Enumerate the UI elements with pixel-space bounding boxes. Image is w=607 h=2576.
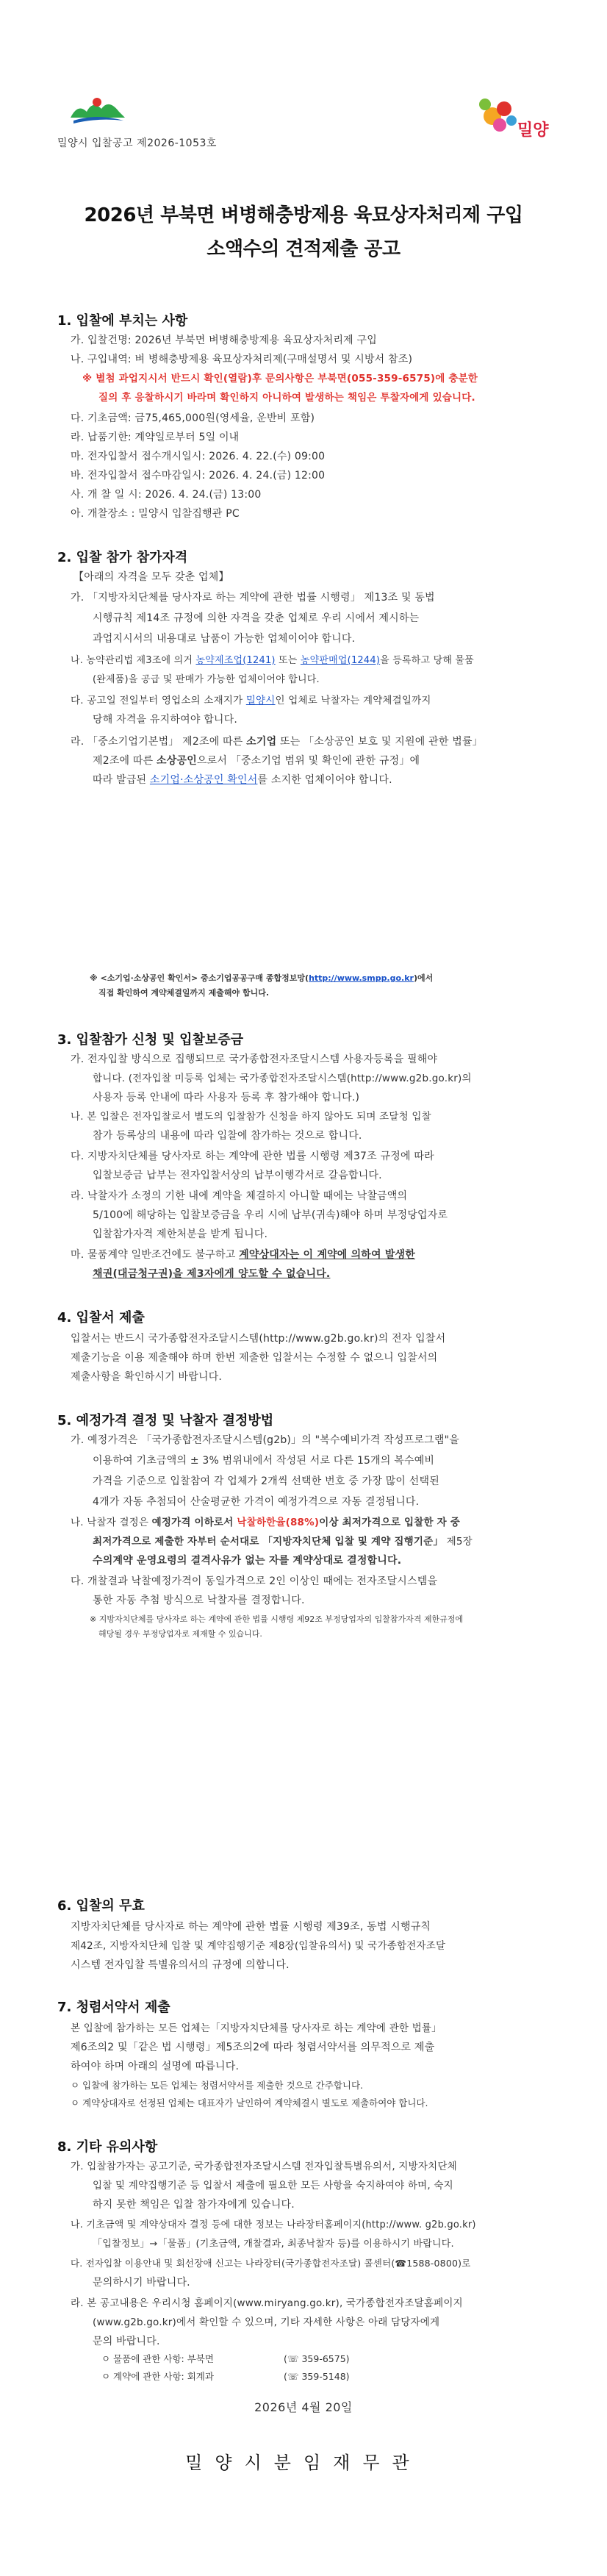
s2-c-text-post: 인 업체로 낙찰자는 계약체결일까지 [275,695,431,706]
s2-note: 【아래의 자격을 모두 갖춘 업체】 [73,571,229,583]
s2-b-text-post: 을 등록하고 당해 물품 [380,655,474,666]
miryang-emblem-left [68,96,128,128]
small-merchant-term: 소상공인 [157,755,197,767]
brand-text: 밀양 [517,121,549,140]
contact-goods-label: ㅇ 물품에 관한 사항: 부북면 [101,2353,214,2364]
s5-b-line2 [93,1532,473,1551]
s1-item-d: 라. 납품기한: 계약일로부터 5일 이내 [71,432,240,443]
pesticide-manufacture-link[interactable]: 농약제조업(1241) [195,655,276,666]
issuing-office: 밀양시분임재무관 [185,2452,422,2473]
s3-b-line2: 참가 등록상의 내용에 따라 입찰에 참가하는 것으로 합니다. [93,1130,362,1142]
miryang-link[interactable]: 밀양시 [245,695,276,706]
s8-d-line3: 문의 바랍니다. [93,2336,160,2347]
s2-d-text-mid: 또는 「소상공인 보호 및 지원에 관한 법률」 [276,736,483,748]
s1-item-c: 다. 기초금액: 금75,465,000원(영세율, 운반비 포함) [71,412,315,424]
page-title-line-2: 소액수의 견적제출 공고 [206,238,401,260]
s3-e-line1 [71,1245,415,1264]
pesticide-sales-link[interactable]: 농약판매업(1244) [300,655,381,666]
s2-d-line2 [93,751,420,770]
s2-b-text: 나. 농약관리법 제3조에 의거 [71,655,196,666]
section-5-title: 5. 예정가격 결정 및 낙찰자 결정방법 [57,1413,274,1428]
s5-b-text-post: 이상 최저가격으로 입찰한 자 중 [319,1517,460,1528]
notice-number: 밀양시 입찰공고 제2026-1053호 [57,137,217,149]
s2-d2-text: 제2조에 따른 [93,755,157,767]
section-6-title: 6. 입찰의 무효 [57,1898,145,1914]
s7-bullet-1: ㅇ 입찰에 참가하는 모든 업체는 청렴서약서를 제출한 것으로 간주합니다. [71,2080,364,2091]
s7-line3: 하여야 하며 아래의 설명에 따릅니다. [71,2061,240,2072]
s1-item-a: 가. 입찰건명: 2026년 부북면 벼병해충방제용 육묘상자처리제 구입 [71,334,377,346]
contact-contract-phone: (☏ 359-5148) [284,2371,350,2382]
s8-c-line1: 다. 전자입찰 이용안내 및 회선장애 신고는 나라장터(국가종합전자조달) 콜센터(☎1588-0800)로 [71,2258,471,2269]
s2-footnote-text-post: )에서 [413,973,434,983]
s5-c-line2: 통한 자동 추첨 방식으로 낙찰자를 결정합니다. [93,1595,305,1606]
s8-d-line2: (www.g2b.go.kr)에서 확인할 수 있으며, 기타 자세한 사항은 아래 담당자에게 [93,2316,440,2328]
s3-b-line1: 나. 본 입찰은 전자입찰로서 별도의 입찰참가 신청을 하지 않아도 되며 조달청 입찰 [71,1111,431,1123]
s3-c-line1: 다. 지방자치단체를 당사자로 하는 계약에 관한 법률 시행령 제37조 규정에 따라 [71,1151,434,1162]
s8-a-line2: 입찰 및 계약집행기준 등 입찰서 제출에 필요한 모든 사항을 숙지하여야 하며, 숙지 [93,2180,453,2192]
s3-a-line1: 가. 전자입찰 방식으로 집행되므로 국가종합전자조달시스템 사용자등록을 필해야 [71,1053,438,1065]
s8-d-line1: 라. 본 공고내용은 우리시청 홈페이지(www.miryang.go.kr), 국가종합전자조달홈페이지 [71,2297,463,2309]
section-2-title: 2. 입찰 참가 참가자격 [57,550,188,565]
contact-item-contract [101,2369,350,2385]
page-title-line-1: 2026년 부북면 벼병해충방제용 육묘상자처리제 구입 [84,204,523,226]
s7-bullet-2: ㅇ 계약상대자로 선정된 업체는 대표자가 날인하여 계약체결시 별도로 제출하여야 합니다. [71,2097,428,2108]
s5-b-line1 [71,1513,460,1532]
s2-d-line1 [71,732,483,751]
s3-c-line2: 입찰보증금 납부는 전자입찰서상의 납부이행각서로 갈음합니다. [93,1170,382,1181]
s4-line1: 입찰서는 반드시 국가종합전자조달시스템(http://www.g2b.go.kr)의 전자 입찰서 [71,1333,446,1345]
s2-a-line2: 시행규칙 제14조 규정에 의한 자격을 갖춘 업체로 우리 시에서 제시하는 [93,612,420,624]
s2-d-line3 [93,770,392,790]
s2-d3-text: 따라 발급된 [93,774,150,786]
s3-a-line3: 사용자 등록 안내에 따라 사용자 등록 후 참가해야 합니다.) [93,1092,360,1103]
s3-e-emphasis: 계약상대자는 이 계약에 의하여 발생한 [239,1249,416,1261]
s6-line1: 지방자치단체를 당사자로 하는 계약에 관한 법률 시행령 제39조, 동법 시행규칙 [71,1921,431,1933]
s2-footnote-1 [90,972,433,985]
s5-b-line3: 수의계약 운영요령의 결격사유가 없는 자를 계약상대로 결정합니다. [93,1555,402,1567]
s8-a-line3: 하지 못한 책임은 입찰 참가자에게 있습니다. [93,2199,295,2211]
mountain-emblem-icon [68,96,128,128]
s1-warning-1: ※ 별첨 과업지시서 반드시 확인(열람)후 문의사항은 부북면(055-359-6575)에 충분한 [82,373,478,384]
section-7-title: 7. 청렴서약서 제출 [57,2000,170,2015]
contact-item-goods [101,2351,350,2367]
s8-b-line1: 나. 기초금액 및 계약상대자 결정 등에 대한 정보는 나라장터홈페이지(http://www. g2b.go.kr) [71,2219,476,2230]
contact-goods-phone: (☏ 359-6575) [284,2353,350,2364]
smpp-link[interactable]: http://www.smpp.go.kr [309,973,414,983]
s5-b2-text: 최저가격으로 제출한 자부터 순서대로 [93,1536,263,1548]
s1-item-g: 사. 개 찰 일 시: 2026. 4. 24.(금) 13:00 [71,489,262,501]
s5-c-line1: 다. 개찰결과 낙찰예정가격이 동일가격으로 2인 이상인 때에는 전자조달시스템을 [71,1575,438,1587]
s5-a-line3: 가격을 기준으로 입찰참여 각 업체가 2개씩 선택한 번호 중 가장 많이 선택된 [93,1475,439,1487]
small-business-term: 소기업 [246,736,277,748]
s5-footnote-2: 해당될 경우 부정당업자로 제재할 수 있습니다. [98,1629,262,1639]
s8-b-line2: 「입찰정보」→「물품」(기초금액, 개찰결과, 최종낙찰자 등)를 이용하시기 바랍니다. [93,2239,454,2250]
section-8-title: 8. 기타 유의사항 [57,2139,158,2155]
miryang-brand-logo [470,88,558,154]
section-3-title: 3. 입찰참가 신청 및 입찰보증금 [57,1032,244,1048]
s4-line3: 제출사항을 확인하시기 바랍니다. [71,1371,223,1383]
s3-d-line2: 5/100에 해당하는 입찰보증금을 우리 시에 납부(귀속)해야 하며 부정당업자로 [93,1209,448,1221]
section-1-title: 1. 입찰에 부치는 사항 [57,313,188,329]
s5-a-line1: 가. 예정가격은 「국가종합전자조달시스템(g2b)」의 "복수예비가격 작성프로그램"을 [71,1434,459,1446]
s2-c-line1 [71,691,431,710]
s5-a-line4: 4개가 자동 추첨되어 산술평균한 가격이 예정가격으로 자동 결정됩니다. [93,1496,420,1508]
s5-b2-text-post: 제5장 [443,1536,473,1548]
s8-c-line2: 문의하시기 바랍니다. [93,2277,190,2289]
lower-limit-rate: 낙찰하한율(88%) [237,1517,320,1528]
s1-item-f: 바. 전자입찰서 접수마감일시: 2026. 4. 24.(금) 12:00 [71,470,326,482]
s5-b-emph: 예정가격 이하로서 [151,1517,237,1528]
s5-footnote-1: ※ 지방자치단체를 당사자로 하는 계약에 관한 법률 시행령 제92조 부정당업자의 입찰참가자격 제한규정에 [90,1614,463,1624]
s2-d2-text-post: 으로서 「중소기업 범위 및 확인에 관한 규정」에 [196,755,420,767]
contact-contract-label: ㅇ 계약에 관한 사항: 회계과 [101,2371,214,2382]
s5-b2-emph: 「지방자치단체 입찰 및 계약 집행기준」 [262,1536,444,1548]
s2-d-text: 라. 「중소기업기본법」 제2조에 따른 [71,736,247,748]
s6-line2: 제42조, 지방자치단체 입찰 및 계약집행기준 제8장(입찰유의서) 및 국가종합전자조달 [71,1940,446,1952]
s2-c-line2: 당해 자격을 유지하여야 합니다. [93,714,238,726]
s7-line1: 본 입찰에 참가하는 모든 업체는「지방자치단체를 당사자로 하는 계약에 관한 법률」 [71,2022,442,2034]
confirmation-certificate-link[interactable]: 소기업·소상공인 확인서 [149,774,258,786]
s2-c-text: 다. 공고일 전일부터 영업소의 소재지가 [71,695,246,706]
s3-a-line2: 합니다. (전자입찰 미등록 업체는 국가종합전자조달시스템(http://www.g2b.go.kr)의 [93,1073,472,1084]
s5-a-line2: 이용하여 기초금액의 ± 3% 범위내에서 작성된 서로 다른 15개의 복수예비 [93,1455,435,1467]
s2-b-text-mid: 또는 [275,655,301,666]
s2-b-line2: (완제품)을 공급 및 판매가 가능한 업체이어야 합니다. [93,674,320,685]
section-4-title: 4. 입찰서 제출 [57,1310,145,1325]
s2-footnote-2: 직접 확인하여 계약체결일까지 제출해야 합니다. [98,988,270,998]
s2-d3-text-post: 를 소지한 업체이어야 합니다. [257,774,392,786]
s7-line2: 제6조의2 및「같은 법 시행령」제5조의2에 따라 청렴서약서를 의무적으로 제출 [71,2042,435,2053]
s2-b-line1 [71,651,474,670]
s1-warning-2: 질의 후 응찰하시기 바라며 확인하지 아니하여 발생하는 책임은 투찰자에게 있습니다. [98,392,475,404]
notice-date: 2026년 4월 20일 [254,2400,353,2414]
s4-line2: 제출기능을 이용 제출해야 하며 한번 제출한 입찰서는 수정할 수 없으니 입찰서의 [71,1352,438,1364]
s6-line3: 시스템 전자입찰 특별유의서의 규정에 의합니다. [71,1959,290,1971]
s1-item-e: 마. 전자입찰서 접수개시일시: 2026. 4. 22.(수) 09:00 [71,451,326,462]
s3-e-text: 마. 물품계약 일반조건에도 불구하고 [71,1249,240,1261]
s1-item-b: 나. 구입내역: 벼 병해충방제용 육묘상자처리제(구매설명서 및 시방서 참조) [71,354,413,365]
s2-a-line3: 과업지시서의 내용대로 납품이 가능한 업체이어야 합니다. [93,633,356,645]
s3-d-line3: 입찰참가자격 제한처분을 받게 됩니다. [93,1228,268,1240]
s3-e-line2: 채권(대금청구권)을 제3자에게 양도할 수 없습니다. [93,1268,331,1280]
s2-a-line1: 가. 「지방자치단체를 당사자로 하는 계약에 관한 법률 시행령」 제13조 및 동법 [71,592,435,604]
s8-a-line1: 가. 입찰참가자는 공고기준, 국가종합전자조달시스템 전자입찰특별유의서, 지방자치단체 [71,2161,457,2172]
s2-footnote-text: ※ <소기업·소상공인 확인서> 중소기업공공구매 종합정보망( [90,973,309,983]
s3-d-line1: 라. 낙찰자가 소정의 기한 내에 계약을 체결하지 아니할 때에는 낙찰금액의 [71,1190,408,1202]
s5-b-text: 나. 낙찰자 결정은 [71,1517,152,1528]
s1-item-h: 아. 개찰장소 : 밀양시 입찰집행관 PC [71,508,240,520]
